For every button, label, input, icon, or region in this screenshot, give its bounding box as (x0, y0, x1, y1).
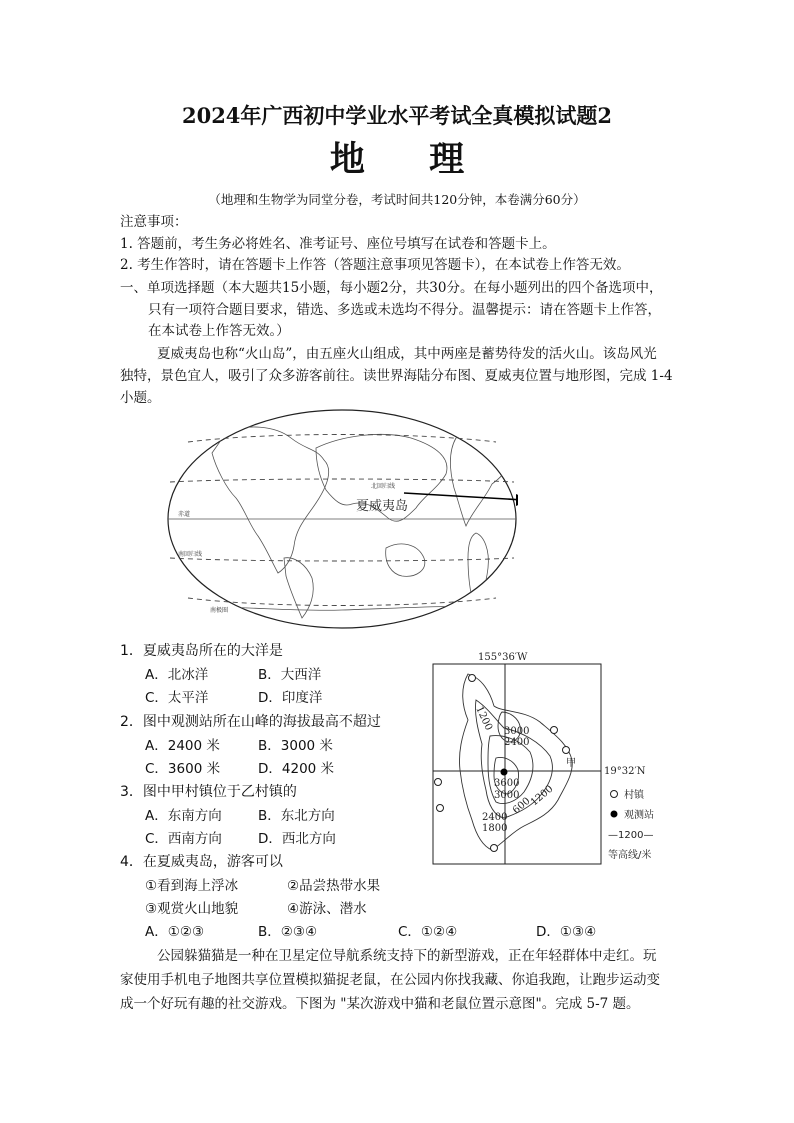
question-1-option-a: A．北冰洋 (145, 667, 209, 683)
legend-contour-sample: —1200— (608, 830, 654, 841)
contour-label-3: 2400 (504, 737, 530, 748)
passage1-line2: 独特，景色宜人，吸引了众多游客前往。读世界海陆分布图、夏威夷位置与地形图，完成 1-4 (120, 368, 673, 384)
topo-longitude-label: 155°36′W (478, 652, 528, 663)
question-4-item-3: ③观赏火山地貌 (145, 901, 239, 917)
passage2-line1: 公园躲猫猫是一种在卫星定位导航系统支持下的新型游戏，正在年轻群体中走红。玩 (157, 948, 657, 964)
passage1-line1: 夏威夷岛也称“火山岛”，由五座火山组成，其中两座是蓄势待发的活火山。该岛风光 (157, 346, 657, 362)
exam-note: （地理和生物学为同堂分卷，考试时间共120分钟，本卷满分60分） (208, 192, 586, 207)
contour-label-2: 3000 (504, 726, 530, 737)
subject-title: 地 理 (329, 139, 491, 180)
question-4-stem: 4．在夏威夷岛，游客可以 (120, 854, 283, 870)
world-map (166, 408, 518, 630)
topographic-map (432, 648, 662, 866)
question-4-option-c: C．①②④ (398, 924, 458, 940)
question-2-stem: 2．图中观测站所在山峰的海拔最高不超过 (120, 714, 381, 730)
section-heading-line1: 一、单项选择题（本大题共15小题，每小题2分，共30分。在每小题列出的四个备选项中， (120, 280, 663, 296)
passage1-line3: 小题。 (120, 390, 161, 406)
contour-label-4: 3600 (494, 778, 520, 789)
question-2-option-c: C．3600 米 (145, 761, 221, 777)
question-3-option-d: D．西北方向 (258, 831, 336, 847)
contour-label-1: 1200 (473, 704, 495, 733)
question-3-stem: 3．图中甲村镇位于乙村镇的 (120, 784, 297, 800)
question-2-option-a: A．2400 米 (145, 738, 220, 754)
topo-latitude-label: 19°32′N (604, 766, 646, 777)
world-map-island-label: 夏威夷岛 (356, 499, 409, 514)
notice-item-1: 1. 答题前，考生务必将姓名、准考证号、座位号填写在试卷和答题卡上。 (120, 236, 556, 252)
question-2-option-d: D．4200 米 (258, 761, 335, 777)
question-4-item-1: ①看到海上浮冰 (145, 878, 239, 894)
question-2-option-b: B．3000 米 (258, 738, 333, 754)
notice-heading: 注意事项： (120, 214, 188, 230)
question-3-option-b: B．东北方向 (258, 808, 335, 824)
world-map-equator-label: 赤道 (178, 511, 191, 518)
question-1-option-c: C．太平洋 (145, 690, 209, 706)
section-heading-line2: 只有一项符合题目要求，错选、多选或未选均不得分。温馨提示：请在答题卡上作答， (148, 302, 661, 318)
contour-label-8: 600 (510, 795, 533, 817)
question-3-option-a: A．东南方向 (145, 808, 222, 824)
contour-label-7: 1800 (482, 823, 508, 834)
legend-town-label: 村镇 (624, 790, 644, 801)
question-4-option-b: B．②③④ (258, 924, 318, 940)
question-4-option-d: D．①③④ (536, 924, 597, 940)
place-label-jia: 甲 (566, 758, 576, 769)
legend-contour-desc: 等高线/米 (608, 850, 652, 861)
passage2-line2: 家使用手机电子地图共享位置模拟猫捉老鼠，在公园内你找我藏、你追我跑，让跑步运动变 (120, 972, 660, 988)
question-4-item-2: ②品尝热带水果 (287, 878, 381, 894)
passage2-line3: 成一个好玩有趣的社交游戏。下图为 "某次游戏中猫和老鼠位置示意图"。完成 5-7 题。 (120, 996, 640, 1012)
notice-item-2: 2. 考生作答时，请在答题卡上作答（答题注意事项见答题卡），在本试卷上作答无效。 (120, 257, 630, 273)
question-1-option-d: D．印度洋 (258, 690, 323, 706)
contour-label-9: 1200 (528, 783, 556, 809)
legend-station-label: 观测站 (624, 810, 654, 821)
section-heading-line3: 在本试卷上作答无效。） (148, 323, 290, 339)
contour-label-5: 3000 (494, 790, 520, 801)
question-4-option-a: A．①②③ (145, 924, 205, 940)
exam-title: 2024年广西初中学业水平考试全真模拟试题2 (181, 103, 613, 128)
question-1-option-b: B．大西洋 (258, 667, 322, 683)
question-1-stem: 1．夏威夷岛所在的大洋是 (120, 643, 283, 659)
question-3-option-c: C．西南方向 (145, 831, 222, 847)
world-map-north-tropic-label: 北回归线 (371, 483, 396, 490)
world-map-antarctic-label: 南极圈 (210, 607, 229, 614)
contour-label-6: 2400 (482, 812, 508, 823)
question-4-item-4: ④游泳、潜水 (287, 901, 367, 917)
world-map-south-tropic-label: 南回归线 (178, 551, 203, 558)
